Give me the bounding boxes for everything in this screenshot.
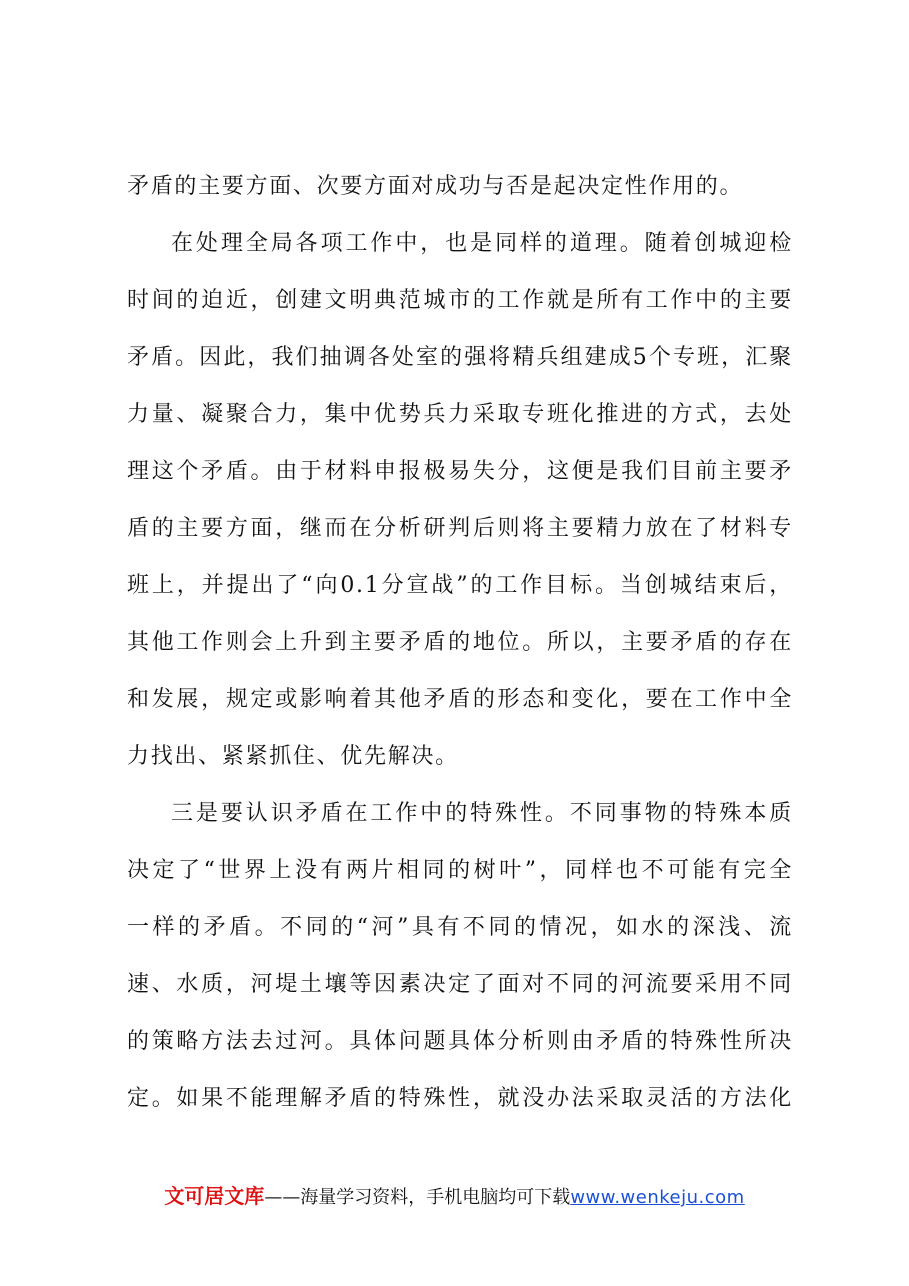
footer-banner bbox=[0, 1178, 909, 1216]
text-line: 一样的矛盾。不同的“河”具有不同的情况，如水的深浅、流 bbox=[127, 915, 793, 940]
footer-tagline: 海量学习资料，手机电脑均可下载 bbox=[300, 1187, 571, 1208]
paragraph-start-line: 三是要认识矛盾在工作中的特殊性。不同事物的特殊本质 bbox=[171, 801, 793, 826]
text-line: 力找出、紧紧抓住、优先解决。 bbox=[127, 744, 459, 769]
text-line: 矛盾。因此，我们抽调各处室的强将精兵组建成5个专班，汇聚 bbox=[127, 345, 793, 370]
brand-name: 文可居文库 bbox=[164, 1184, 265, 1208]
text-line: 定。如果不能理解矛盾的特殊性，就没办法采取灵活的方法化 bbox=[127, 1086, 793, 1111]
text-line: 时间的迫近，创建文明典范城市的工作就是所有工作中的主要 bbox=[127, 288, 793, 313]
text-line: 理这个矛盾。由于材料申报极易失分，这便是我们目前主要矛 bbox=[127, 459, 793, 484]
text-line: 和发展，规定或影响着其他矛盾的形态和变化，要在工作中全 bbox=[127, 687, 793, 712]
text-line: 决定了“世界上没有两片相同的树叶”，同样也不可能有完全 bbox=[127, 858, 793, 883]
text-line: 其他工作则会上升到主要矛盾的地位。所以，主要矛盾的存在 bbox=[127, 630, 793, 655]
footer-dash: —— bbox=[264, 1187, 301, 1208]
paragraph-start-line: 在处理全局各项工作中，也是同样的道理。随着创城迎检 bbox=[171, 231, 793, 256]
text-line: 力量、凝聚合力，集中优势兵力采取专班化推进的方式，去处 bbox=[127, 402, 793, 427]
text-line: 矛盾的主要方面、次要方面对成功与否是起决定性作用的。 bbox=[127, 174, 744, 199]
text-line: 班上，并提出了“向0.1分宣战”的工作目标。当创城结束后， bbox=[127, 573, 793, 598]
text-line: 盾的主要方面，继而在分析研判后则将主要精力放在了材料专 bbox=[127, 516, 793, 541]
document-body bbox=[127, 158, 793, 1127]
website-link[interactable]: www.wenkeju.com bbox=[570, 1187, 745, 1208]
text-line: 的策略方法去过河。具体问题具体分析则由矛盾的特殊性所决 bbox=[127, 1029, 793, 1054]
text-line: 速、水质，河堤土壤等因素决定了面对不同的河流要采用不同 bbox=[127, 972, 793, 997]
